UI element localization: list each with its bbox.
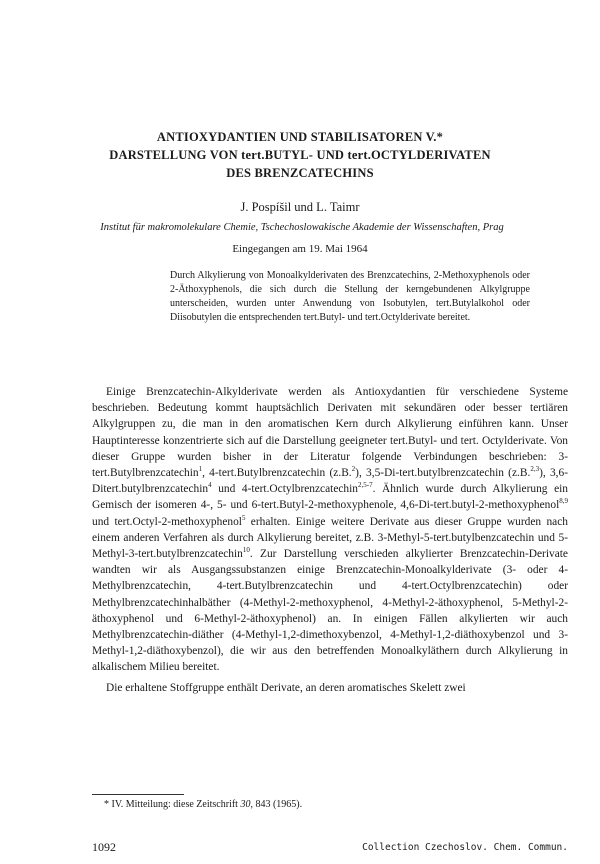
paragraph-2: Die erhaltene Stoffgruppe enthält Derivate, an deren aromatisches Skelett zwei <box>106 681 466 694</box>
reference-mark: 5 <box>241 513 246 522</box>
journal-name: Collection Czechoslov. Chem. Commun. <box>362 842 568 853</box>
reference-mark: 2 <box>351 465 356 474</box>
reference-mark: 10 <box>242 546 250 555</box>
reference-mark: 8,9 <box>559 497 568 506</box>
reference-mark: 2,5-7 <box>357 481 373 490</box>
page-number: 1092 <box>92 840 116 854</box>
footnote-divider <box>92 794 184 795</box>
footnote-volume: 30 <box>240 799 251 810</box>
institute: Institut für makromolekulare Chemie, Tschechoslowakische Akademie der Wissenschaften, Prag <box>100 222 504 233</box>
body-text <box>92 384 568 696</box>
abstract: Durch Alkylierung von Monoalkylderivaten des Brenzcatechins, 2-Methoxyphenols oder 2-Äthoxyphenols, die sich durch die Stellung der kerngebundenen Alkylgruppe unterscheiden, wurden unter Anwendung von Isobutylen, tert.Butylalkohol oder Diisobutylen die entsprechenden tert.Butyl- und tert.Octylderivate bereitet. <box>170 270 530 323</box>
paragraph-1 <box>92 384 568 676</box>
text-segment: , 4-tert.Butylbrenzcatechin (z.B. <box>202 467 352 480</box>
title-line-2: DARSTELLUNG VON tert.BUTYL- UND tert.OCTYLDERIVATEN <box>109 148 491 162</box>
text-segment: ), 3,5-Di-tert.butylbrenzcatechin (z.B. <box>355 467 531 480</box>
footnote-text: * IV. Mitteilung: diese Zeitschrift <box>104 799 241 810</box>
received-date: Eingegangen am 19. Mai 1964 <box>232 243 368 255</box>
reference-mark: 1 <box>198 465 203 474</box>
reference-mark: 4 <box>208 481 212 490</box>
text-segment: . Zur Darstellung verschieden alkylierter Brenzcatechin-Derivate wandten wir als Ausgangssubstanzen einige Brenzcatechin-Monoalkylderivate (3- oder 4-Methylbrenzcatechin, 4-tert.Butylbrenzcatechin und 4-tert.Octylbrenzcatechin) oder Methylbrenzcatechinhalbäther (4-Methyl-2-methoxyphenol, 4-Methyl-2-äthoxyphenol, 5-Methyl-2-äthoxyphenol und 6-Methyl-2-äthoxyphenol) an. In einigen Fällen alkylierten wir auch Methylbrenzcatechin-diäther (4-Methyl-1,2-dimethoxybenzol, 4-Methyl-1,2-diäthoxybenzol und 3-Methyl-1,2-diäthoxybenzol), die wir aus den betreffenden Monoalkyläthern durch Alkylierung in alkalischem Milieu bereitet. <box>92 548 568 674</box>
authors: J. Pospíšil und L. Taimr <box>240 200 360 214</box>
text-segment: und tert.Octyl-2-methoxyphenol <box>92 515 242 528</box>
footnote-text-end: , 843 (1965). <box>250 799 303 810</box>
article-title <box>40 128 560 182</box>
text-segment: ), 3,6-Ditert.butylbrenzcatechin <box>92 467 568 496</box>
text-segment: erhalten. Einige weitere Derivate aus dieser Gruppe wurden nach einem anderen Verfahren als durch Alkylierung bereitet, z.B. 3-Methyl-5-tert.butylbenzcatechin und 5-Methyl-3-tert.butylbrenzcatechin <box>92 515 568 561</box>
title-line-3: DES BRENZCATECHINS <box>226 166 374 180</box>
text-segment: . Ähnlich wurde durch Alkylierung ein Gemisch der isomeren 4-, 5- und 6-tert.Butyl-2-methoxyphenole, 4,6-Di-tert.butyl-2-methoxyphenol <box>92 483 568 512</box>
reference-mark: 2,3 <box>530 465 540 474</box>
title-line-1: ANTIOXYDANTIEN UND STABILISATOREN V.* <box>156 130 444 144</box>
footnote <box>104 799 564 810</box>
text-segment: Einige Brenzcatechin-Alkylderivate werden als Antioxydantien für verschiedene Systeme beschrieben. Bedeutung kommt hauptsächlich Derivaten mit sekundären oder besser tertiären Alkylgruppen zu, die man in den aromatischen Kern durch Alkylierung einführen kann. Unser Hauptinteresse konzentrierte sich auf die Darstellung geeigneter tert.Butyl- und tert. Octylderivate. Von dieser Gruppe wurden bisher in der Literatur folgende Verbindungen beschrieben: 3-tert.Butylbrenzcatechin <box>92 386 568 480</box>
text-segment: und 4-tert.Octylbrenzcatechin <box>211 483 358 496</box>
